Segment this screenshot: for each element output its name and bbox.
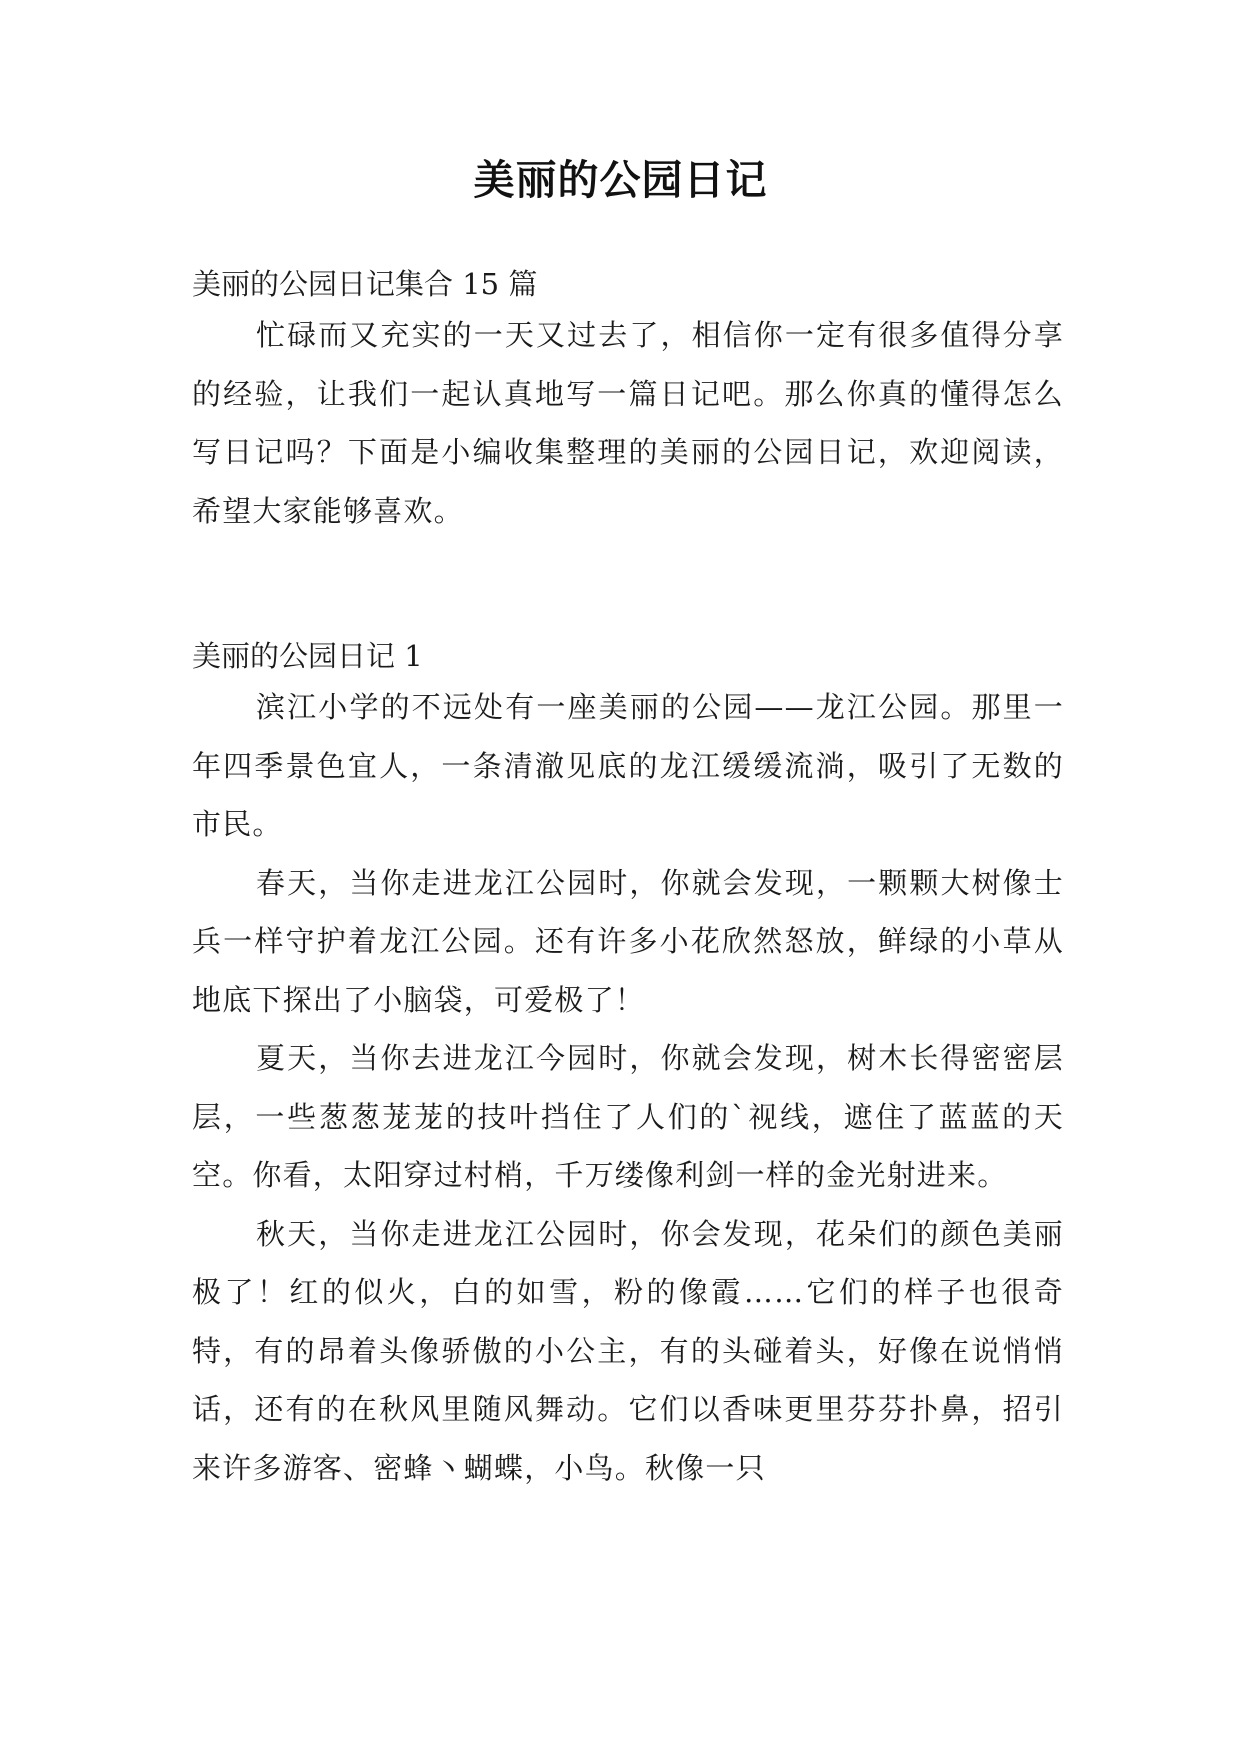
section-1-paragraph: 滨江小学的不远处有一座美丽的公园——龙江公园。那里一年四季景色宜人，一条清澈见底的龙江缓缓流淌，吸引了无数的市民。 [192,690,1064,841]
section-1-block [192,634,1064,1497]
intro-paragraph: 忙碌而又充实的一天又过去了，相信你一定有很多值得分享的经验，让我们一起认真地写一篇日记吧。那么你真的懂得怎么写日记吗？下面是小编收集整理的美丽的公园日记，欢迎阅读，希望大家能够喜欢。 [192,318,1064,528]
document-title: 美丽的公园日记 [473,156,768,204]
intro-block [192,262,1064,540]
section-1-paragraph: 夏天，当你去进龙江今园时，你就会发现，树木长得密密层层，一些葱葱茏茏的技叶挡住了人们的`视线，遮住了蓝蓝的天空。你看，太阳穿过村梢，千万缕像利剑一样的金光射进来。 [192,1041,1064,1192]
section-1-paragraph: 秋天，当你走进龙江公园时，你会发现，花朵们的颜色美丽极了！红的似火，白的如雪，粉的像霞……它们的样子也很奇特，有的昂着头像骄傲的小公主，有的头碰着头，好像在说悄悄话，还有的在秋风里随风舞动。它们以香味更里芬芬扑鼻，招引来许多游客、密蜂丶蝴蝶，小鸟。秋像一只 [192,1216,1064,1485]
section-1-paragraph: 春天，当你走进龙江公园时，你就会发现，一颗颗大树像士兵一样守护着龙江公园。还有许多小花欣然怒放，鲜绿的小草从地底下探出了小脑袋，可爱极了！ [192,865,1064,1017]
intro-heading: 美丽的公园日记集合 15 篇 [192,267,538,301]
section-1-heading: 美丽的公园日记 1 [192,639,423,673]
